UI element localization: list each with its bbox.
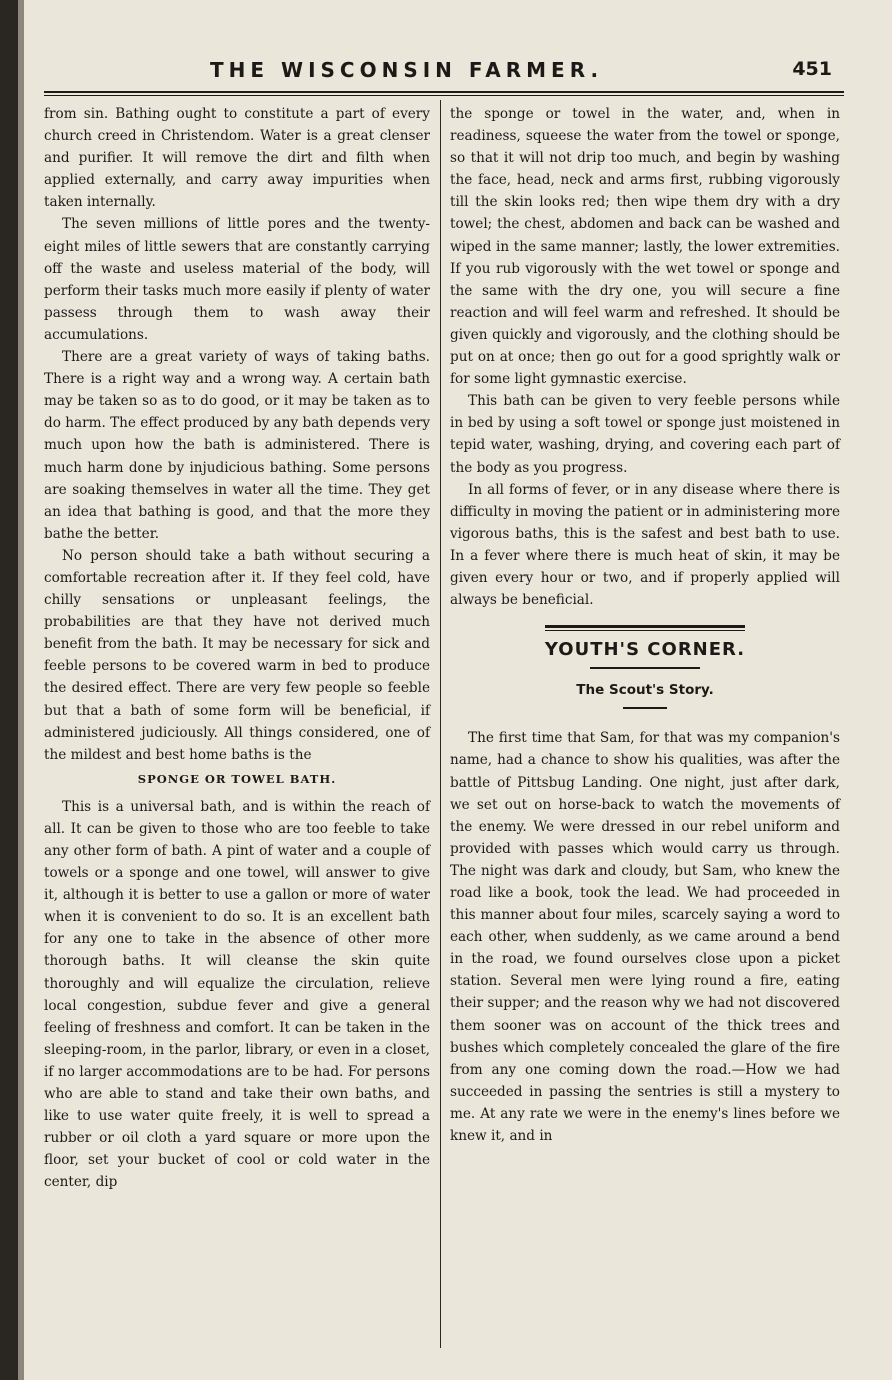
right-column	[450, 103, 840, 1147]
short-rule	[590, 667, 700, 669]
page-title: THE WISCONSIN FARMER.	[210, 58, 604, 82]
page-header	[46, 56, 846, 86]
paragraph: the sponge or towel in the water, and, when in readiness, squeese the water from the towel or sponge, so that it will not drip too much, and begin by washing the face, head, neck and arms first, rubbing vigorously till the skin looks red; then wipe them dry with a dry towel; the chest, abdomen and back can be washed and wiped in the same manner; lastly, the lower extremities. If you rub vigorously with the wet towel or sponge and the same with the dry one, you will secure a fine reaction and will feel warm and refreshed. It should be given quickly and vigorously, and the clothing should be put on at once; then go out for a good sprightly walk or for some light gymnastic exercise.	[450, 106, 840, 388]
paragraph: This bath can be given to very feeble persons while in bed by using a soft towel or sponge just moistened in tepid water, washing, drying, and covering each part of the body as you progress.	[450, 393, 840, 476]
double-rule	[545, 625, 745, 631]
column-divider	[440, 100, 441, 1348]
paragraph: This is a universal bath, and is within the reach of all. It can be given to those who are too feeble to take any other form of bath. A pint of water and a couple of towels or a sponge and one towel, will answer to give it, although it is better to use a gallon or more of water when it is convenient to do so. It is an excellent bath for any one to take in the absence of other more thorough baths. It will cleanse the skin quite thoroughly and will equalize the circulation, relieve local congestion, subdue fever and give a general feeling of freshness and comfort. It can be taken in the sleeping-room, in the parlor, library, or even in a closet, if no larger accommodations are to be had. For persons who are able to stand and take their own baths, and like to use water quite freely, it is well to spread a rubber or oil cloth a yard square or more upon the floor, set your bucket of cool or cold water in the center, dip	[44, 798, 430, 1191]
paragraph: The first time that Sam, for that was my companion's name, had a chance to show his qualities, was after the battle of Pittsbug Landing. One night, just after dark, we set out on horse-back to watch the movements of the enemy. We were dressed in our rebel uniform and provided with passes which would carry us through. The night was dark and cloudy, but Sam, who knew the road like a book, took the lead. We had proceeded in this manner about four miles, scarcely saying a word to each other, when suddenly, as we came around a bend in the road, we found ourselves close upon a picket station. Several men were lying round a fire, eating their supper; and the reason why we had not discovered them sooner was on account of the thick trees and bushes which completely concealed the glare of the fire from any one coming down the road.—How we had succeeded in passing the sentries is still a mystery to me. At any rate we were in the enemy's lines before we knew it, and in	[450, 730, 840, 1145]
page-number: 451	[792, 58, 832, 80]
paragraph: from sin. Bathing ought to constitute a part of every church creed in Christendom. Water is a great clenser and purifier. It will remove the dirt and filth when applied externally, and carry away impurities when taken internally.	[44, 106, 430, 211]
left-column	[44, 103, 430, 1194]
paragraph: There are a great variety of ways of taking baths. There is a right way and a wrong way. A certain bath may be taken so as to do good, or it may be taken as to do harm. The effect produced by any bath depends very much upon how the bath is administered. There is much harm done by injudicious bathing. Some persons are soaking themselves in water all the time. They get an idea that bathing is good, and that the more they bathe the better.	[44, 349, 431, 542]
header-rule-thin	[44, 95, 844, 96]
paragraph: In all forms of fever, or in any disease where there is difficulty in moving the patient or in administering more vigorous baths, this is the safest and best bath to use. In a fever where there is much heat of skin, it may be given every hour or two, and if properly applied will always be beneficial.	[450, 481, 840, 609]
story-title: The Scout's Story.	[576, 682, 714, 699]
subheading: SPONGE OR TOWEL BATH.	[137, 771, 337, 786]
header-rule	[44, 91, 844, 93]
binding-shadow	[0, 0, 18, 1380]
tiny-rule	[623, 707, 667, 709]
binding-edge	[18, 0, 24, 1380]
section-divider	[450, 625, 840, 709]
paragraph: No person should take a bath without securing a comfortable recreation after it. If they feel cold, have chilly sensations or unpleasant feelings, the probabilities are that they have not derived much benefit from the bath. It may be necessary for sick and feeble persons to be covered warm in bed to produce the desired effect. There are very few people so feeble but that a bath of some form will be beneficial, if administered judiciously. All things considered, one of the mildest and best home baths is the	[44, 547, 430, 763]
paragraph: The seven millions of little pores and the twenty-eight miles of little sewers that are constantly carrying off the waste and useless material of the body, will perform their tasks much more easily if plenty of water passess through them to wash away their accumulations.	[44, 216, 430, 343]
section-title: YOUTH'S CORNER.	[544, 639, 746, 661]
